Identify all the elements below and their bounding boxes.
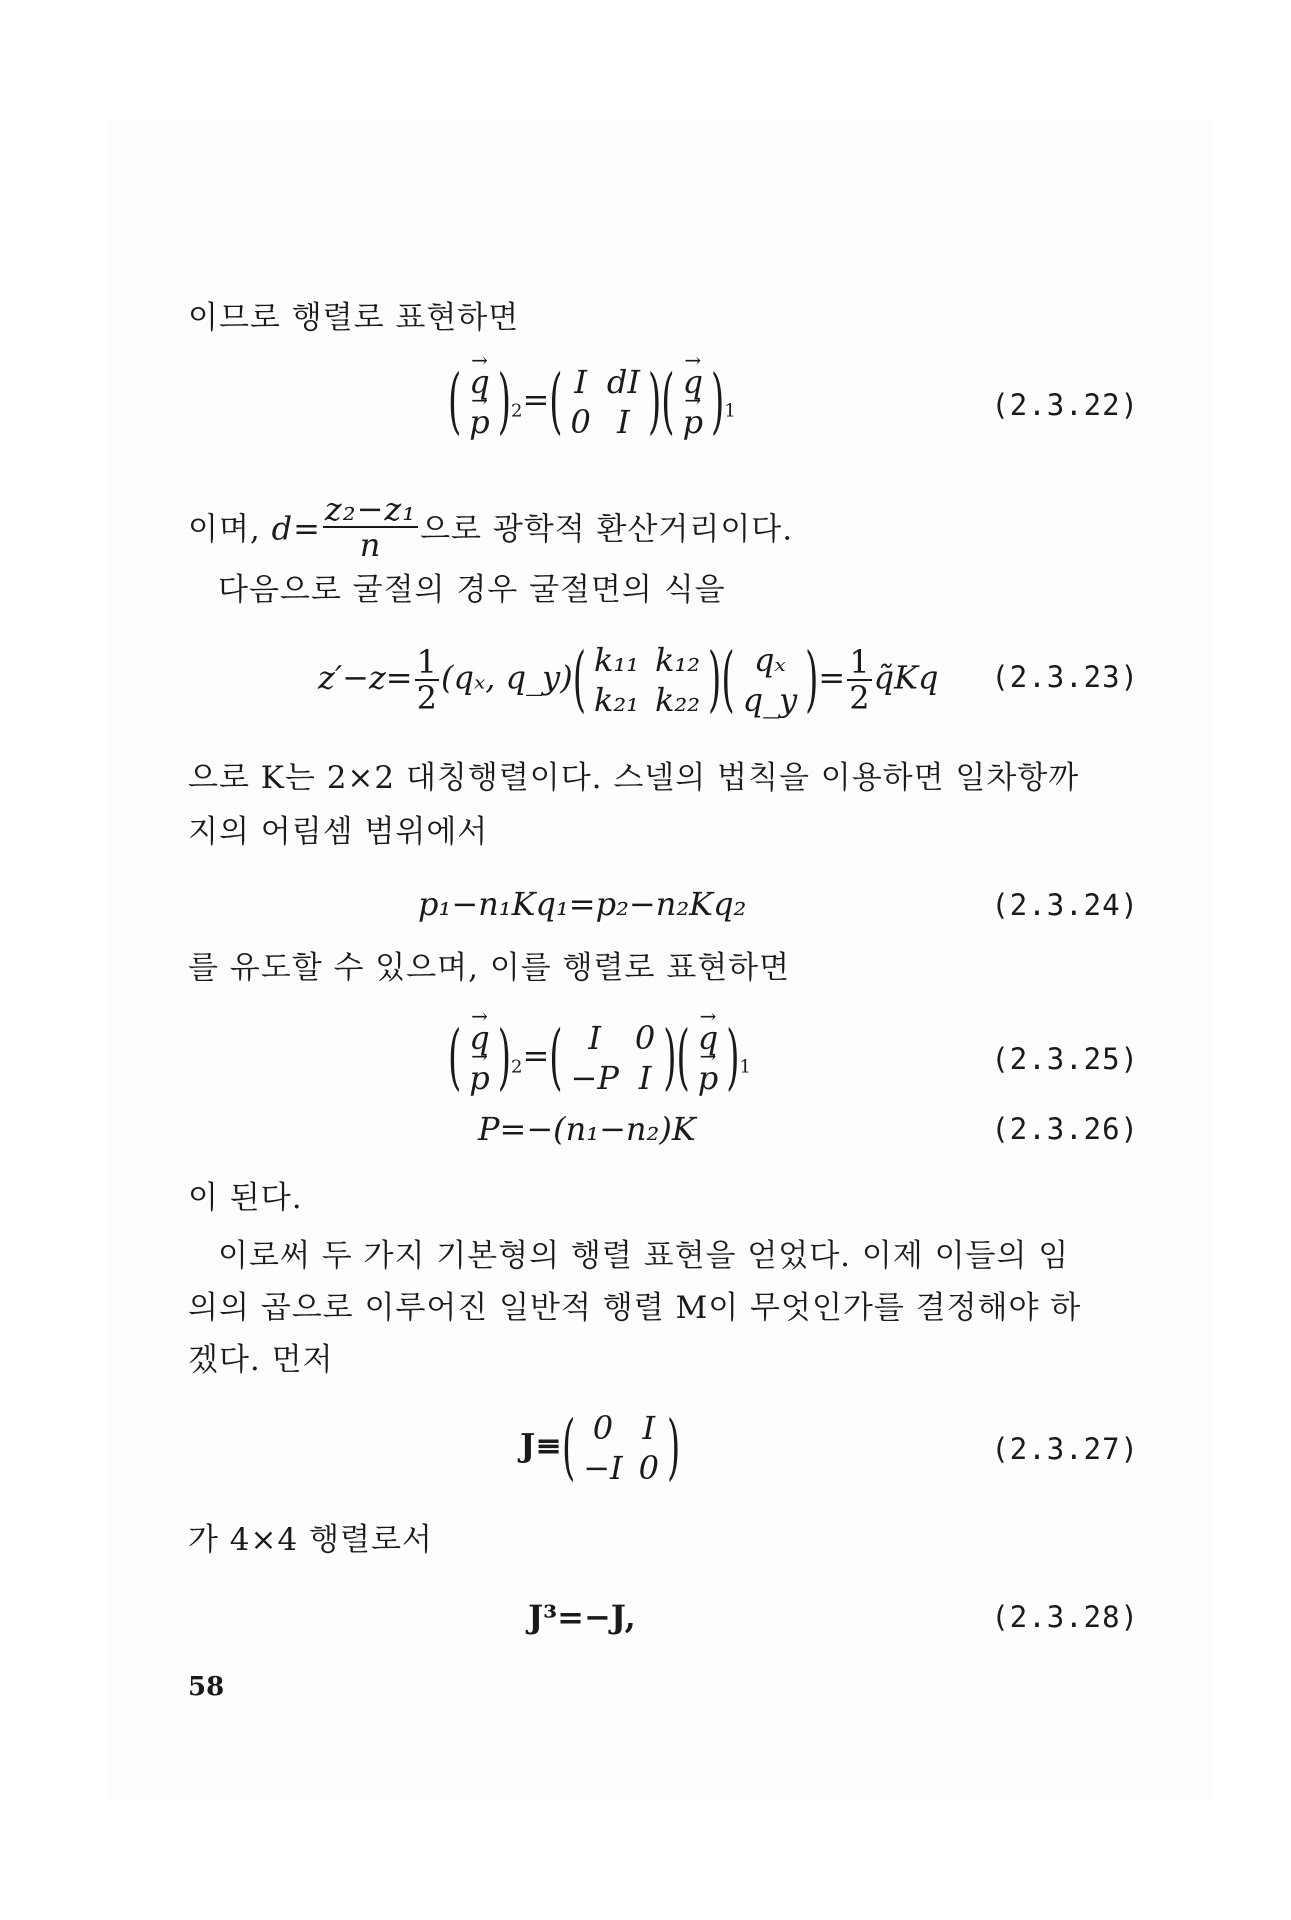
matrix-cell: I bbox=[574, 363, 588, 401]
matrix-cell: 0 bbox=[570, 403, 591, 441]
math-lhs: d= bbox=[271, 509, 321, 548]
equation-number: (2.3.25) bbox=[991, 1042, 1139, 1076]
paragraph-text bbox=[188, 490, 794, 564]
equation-number: (2.3.26) bbox=[991, 1112, 1139, 1146]
matrix-cell: dI bbox=[606, 363, 641, 401]
math-lhs: z′−z= bbox=[318, 658, 413, 697]
text-span: 으로 광학적 환산거리이다. bbox=[420, 511, 794, 548]
matrix-cell: I bbox=[638, 1059, 652, 1097]
fraction-numerator: 1 bbox=[849, 643, 870, 681]
fraction-denominator: 2 bbox=[416, 679, 437, 717]
paragraph-text: 의의 곱으로 이루어진 일반적 행렬 M이 무엇인가를 결정해야 하 bbox=[188, 1290, 1082, 1326]
equation-2-3-25: ( → q → p )$_2=$( I 0 −P I )( → q → p )$_1$ bbox=[448, 1018, 751, 1098]
matrix-cell: −I bbox=[583, 1449, 623, 1487]
paragraph-text: 가 4×4 행렬로서 bbox=[188, 1522, 433, 1558]
equation-2-3-27: J≡( 0 I −I 0 ) bbox=[520, 1406, 681, 1490]
matrix-cell: k₁₁ bbox=[593, 641, 639, 679]
matrix-cell: k₁₂ bbox=[655, 641, 701, 679]
equation-number: (2.3.27) bbox=[991, 1432, 1139, 1466]
paragraph-text: 이므로 행렬로 표현하면 bbox=[188, 300, 520, 336]
equation-2-3-24: p₁−n₁Kq₁=p₂−n₂Kq₂ bbox=[418, 885, 747, 923]
subscript: 1 bbox=[724, 400, 736, 422]
matrix-cell: 0 bbox=[638, 1449, 660, 1487]
matrix-cell: I bbox=[588, 1019, 602, 1057]
subscript: 1 bbox=[739, 1056, 751, 1078]
equation-2-3-22: ( → q → p )$_2=$( I dI 0 I )( → q → p )$_1$ bbox=[448, 362, 736, 442]
paragraph-text: 이 된다. bbox=[188, 1180, 303, 1216]
matrix-cell: I bbox=[617, 403, 630, 441]
matrix-cell: 0 bbox=[592, 1409, 614, 1447]
math-lhs: J≡ bbox=[520, 1426, 562, 1465]
page-number: 58 bbox=[188, 1672, 225, 1702]
fraction-denominator: n bbox=[359, 526, 382, 564]
subscript: 2 bbox=[511, 1056, 523, 1078]
matrix-cell: q_y bbox=[742, 681, 798, 719]
paragraph-text: 이로써 두 가지 기본형의 행렬 표현을 얻었다. 이제 이들의 임 bbox=[218, 1238, 1070, 1274]
equation-number: (2.3.24) bbox=[991, 888, 1139, 922]
equation-number: (2.3.22) bbox=[991, 388, 1139, 422]
paragraph-text: 지의 어림셈 범위에서 bbox=[188, 814, 489, 850]
equation-2-3-23: z′−z= $\frac{1}{2}$ (qₓ, q_y)( k₁₁ k₁₂ k₂₁ k₂₂ )( qₓ q_y )= $\frac{1}{2}$ q̃Kq bbox=[318, 638, 939, 722]
subscript: 2 bbox=[511, 400, 523, 422]
paragraph-text: 다음으로 굴절의 경우 굴절면의 식을 bbox=[218, 572, 726, 608]
text-span: 이며, bbox=[188, 511, 261, 548]
matrix-cell: 0 bbox=[634, 1019, 656, 1057]
row-vector: (qₓ, q_y) bbox=[440, 658, 573, 697]
matrix-cell: k₂₁ bbox=[593, 681, 639, 719]
fraction-numerator: z₂−z₁ bbox=[324, 490, 417, 528]
equation-2-3-28: J³=−J, bbox=[528, 1598, 636, 1636]
equation-number: (2.3.23) bbox=[991, 660, 1139, 694]
equation-number: (2.3.28) bbox=[991, 1600, 1139, 1634]
matrix-cell: qₓ bbox=[753, 641, 786, 679]
matrix-cell: I bbox=[642, 1409, 656, 1447]
paragraph-text: 를 유도할 수 있으며, 이를 행렬로 표현하면 bbox=[188, 950, 791, 986]
paragraph-text: 으로 K는 2×2 대칭행렬이다. 스넬의 법칙을 이용하면 일차항까 bbox=[188, 760, 1080, 796]
equation-2-3-26: P=−(n₁−n₂)K bbox=[478, 1110, 696, 1148]
matrix-cell: k₂₂ bbox=[655, 681, 701, 719]
fraction-numerator: 1 bbox=[416, 643, 437, 681]
paragraph-text: 겠다. 먼저 bbox=[188, 1342, 334, 1378]
matrix-cell: −P bbox=[570, 1059, 619, 1097]
math-rhs: q̃Kq bbox=[873, 658, 939, 697]
fraction-denominator: 2 bbox=[849, 679, 870, 717]
